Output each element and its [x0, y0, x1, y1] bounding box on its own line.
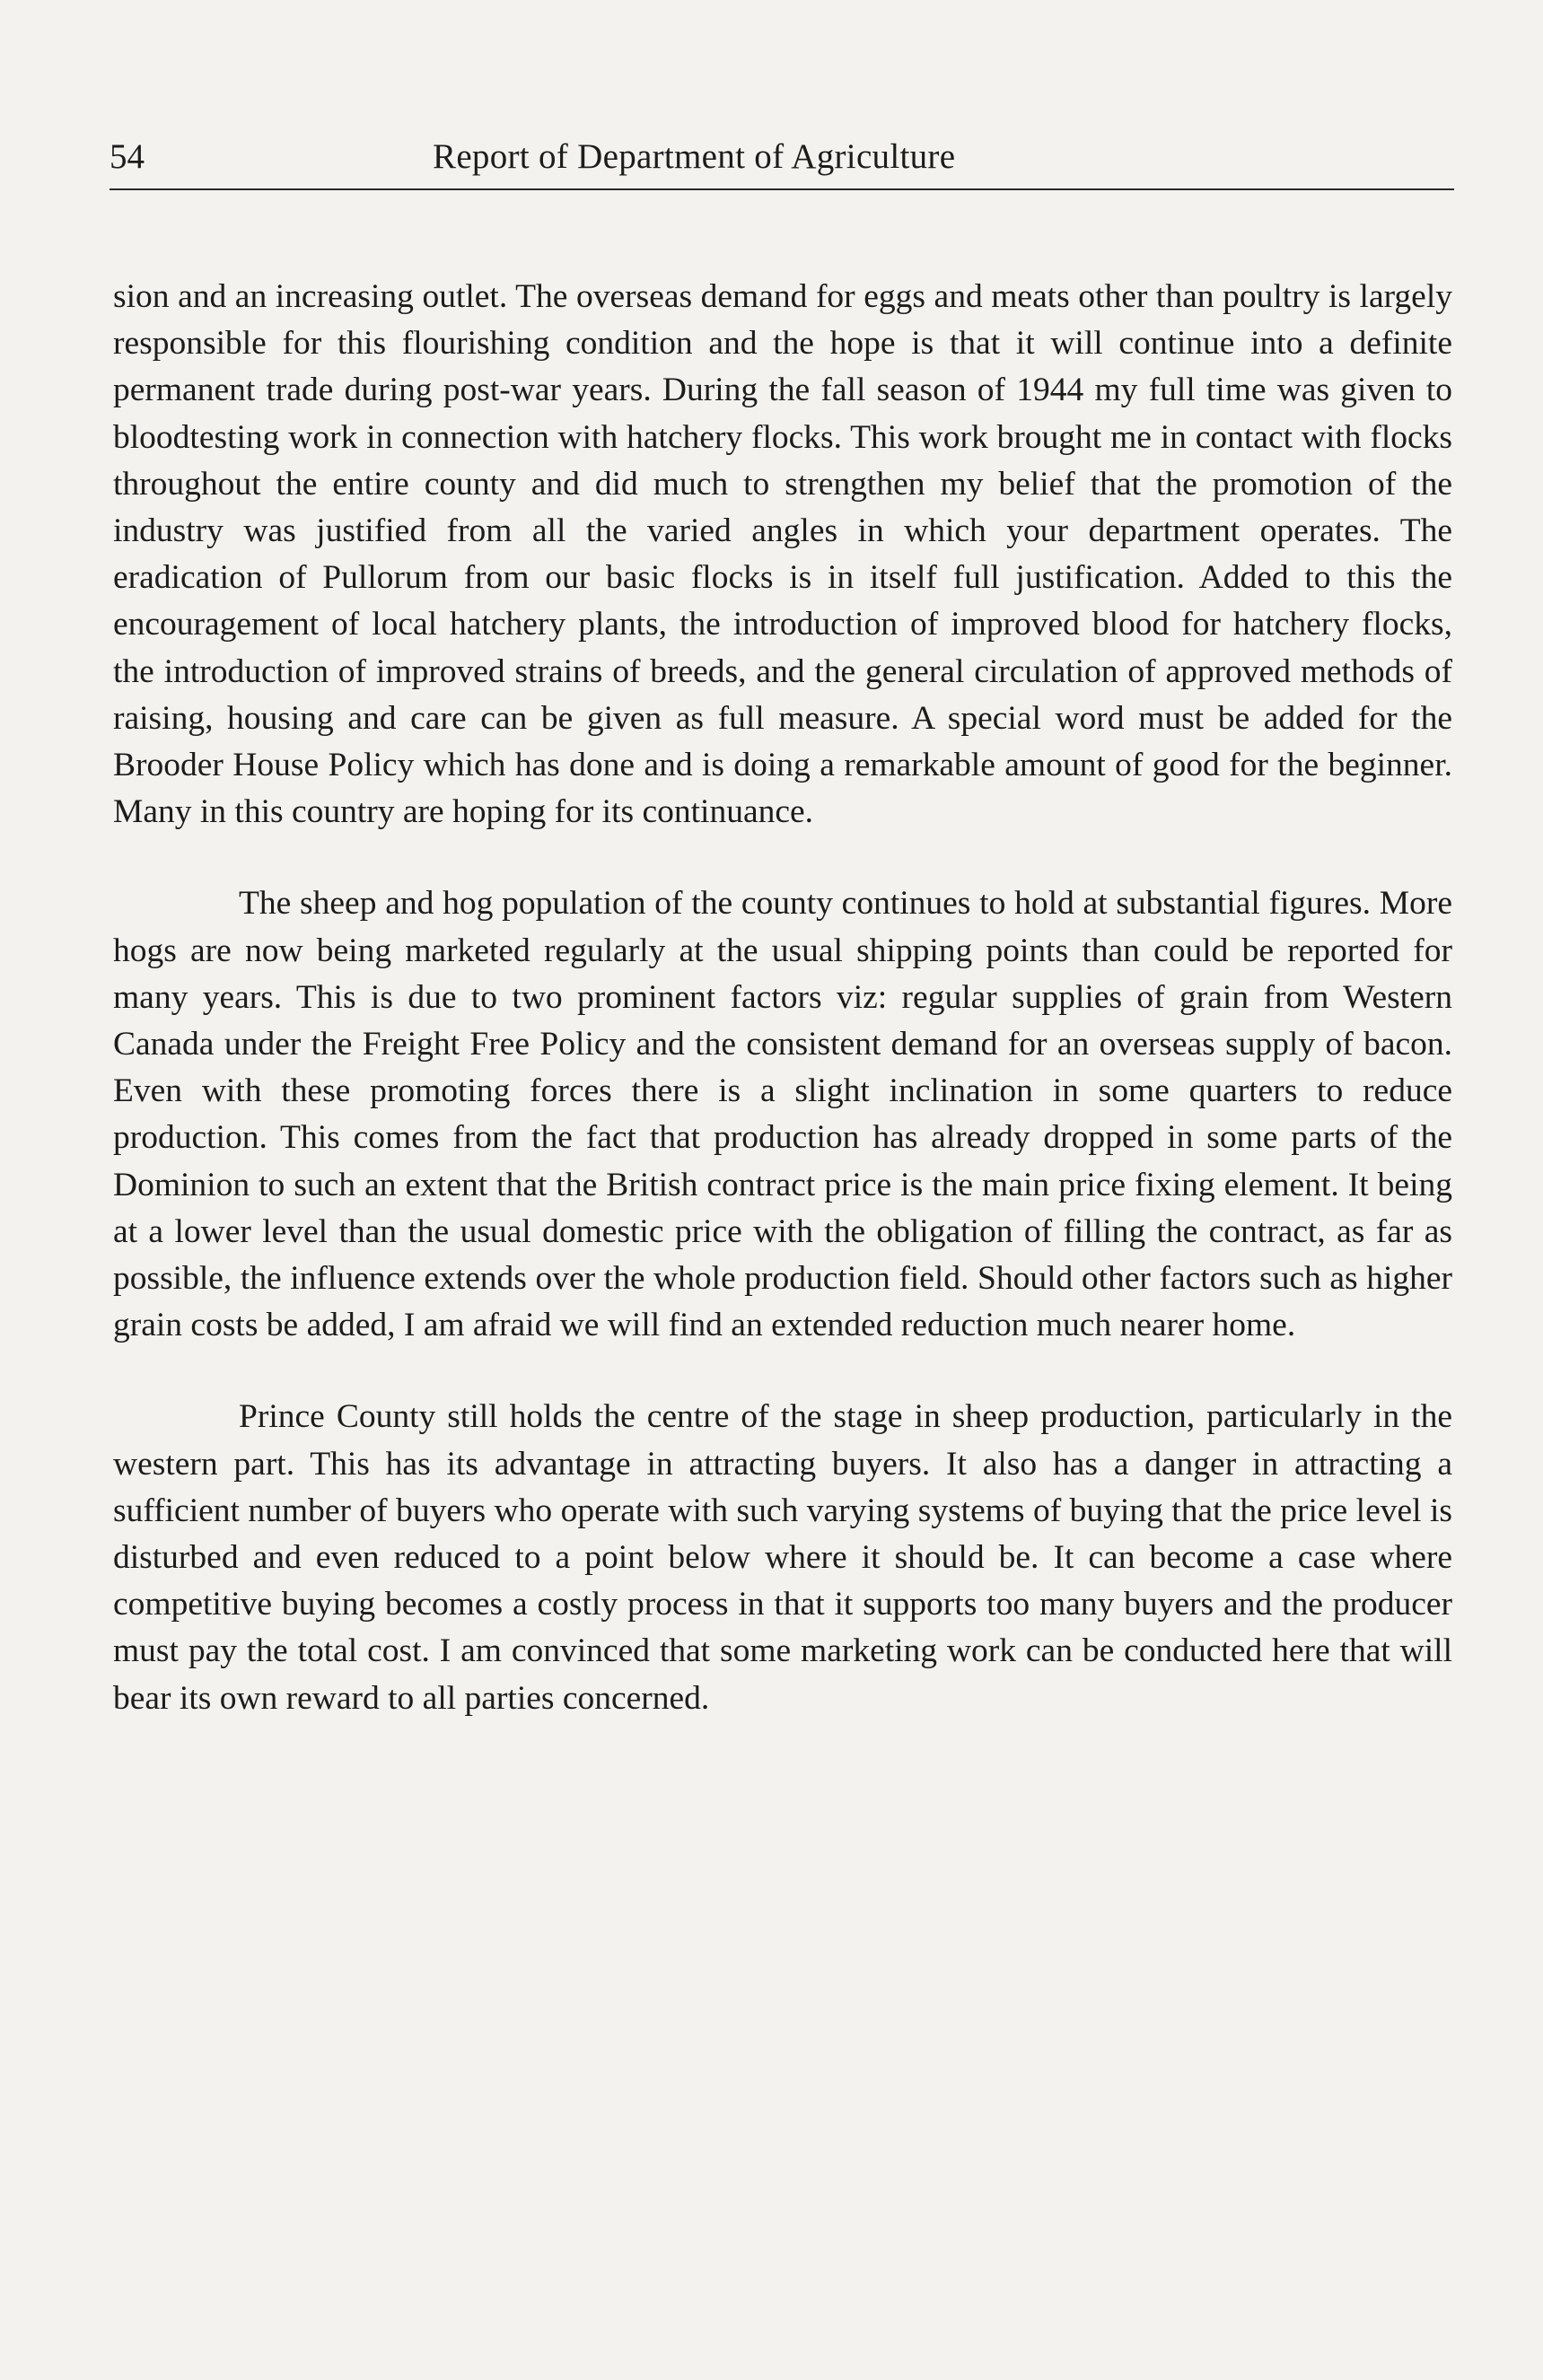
paragraph-prince-county-sheep: Prince County still holds the centre of the stage in sheep production, particularly in the western part. This has its advantage in attracting buyers. It also has a danger in attracting a sufficient number of buyers who operate with such varying systems of buying that the price level is disturbed and even reduced to a point below where it should be. It can become a case where competitive buying becomes a costly process in that it supports too many buyers and the producer must pay the total cost. I am convinced that some marketing work can be conducted here that will bear its own reward to all parties concerned. — [113, 1398, 1452, 1717]
page-number: 54 — [110, 137, 145, 176]
paragraph-poultry-continued: sion and an increasing outlet. The overseas demand for eggs and meats other than poultry is largely responsible for this flourishing condition and the hope is that it will continue into a definite permanent trade during post-war years. During the fall season of 1944 my full time was given to bloodtesting work in connection with hatchery flocks. This work brought me in contact with flocks throughout the entire county and did much to strengthen my belief that the promotion of the industry was justified from all the varied angles in which your department operates. The eradication of Pullorum from our basic flocks is in itself full justification. Added to this the encouragement of local hatchery plants, the introduction of improved blood for hatchery flocks, the introduction of improved strains of breeds, and the general circulation of approved methods of raising, housing and care can be given as full measure. A special word must be added for the Brooder House Policy which has done and is doing a remarkable amount of good for the beginner. Many in this country are hoping for its continuance. — [113, 278, 1452, 831]
body-text — [113, 274, 1452, 1722]
running-header — [110, 135, 1454, 190]
paragraph-sheep-and-hogs: The sheep and hog population of the county continues to hold at substantial figures. More hogs are now being marketed regularly at the usual shipping points than could be reported for many years. This is due to two prominent factors viz: regular supplies of grain from Western Canada under the Freight Free Policy and the consistent demand for an overseas supply of bacon. Even with these promoting forces there is a slight inclination in some quarters to reduce production. This comes from the fact that production has already dropped in some parts of the Dominion to such an extent that the British contract price is the main price fixing element. It being at a lower level than the usual domestic price with the obligation of filling the contract, as far as possible, the influence extends over the whole production field. Should other factors such as higher grain costs be added, I am afraid we will find an extended reduction much nearer home. — [113, 885, 1452, 1344]
running-header-title: Report of Department of Agriculture — [433, 137, 956, 176]
